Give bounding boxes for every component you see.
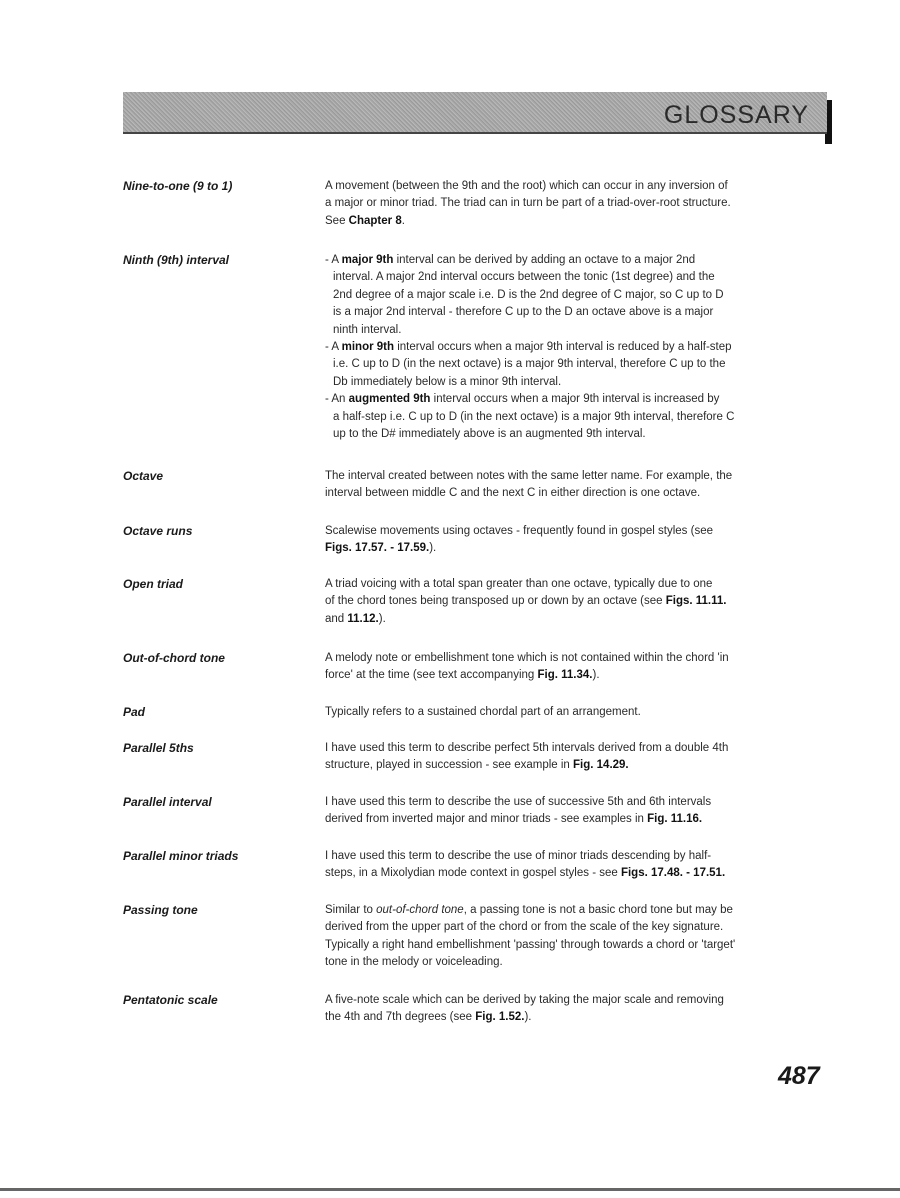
bold-reference: Figs. 17.48. - 17.51.	[620, 867, 726, 880]
bold-reference: Fig. 11.16.	[647, 813, 703, 826]
definition-text: structure, played in succession - see example in	[325, 759, 574, 772]
definition-text: the 4th and 7th degrees (see	[325, 1011, 476, 1024]
definition-line	[325, 576, 820, 593]
definition-text: I have used this term to describe perfect 5th intervals derived from a double 4th	[325, 742, 729, 754]
italic-term: out-of-chord tone	[376, 904, 464, 916]
definition-text: steps, in a Mixolydian mode context in gospel styles - see	[325, 867, 621, 880]
bold-reference: 11.12.	[347, 612, 379, 625]
glossary-term: Open triad	[123, 577, 184, 591]
definition-text: i.e. C up to D (in the next octave) is a major 9th interval, therefore C up to the	[333, 358, 726, 371]
glossary-definition	[325, 740, 820, 775]
bold-reference: Fig. 1.52.	[475, 1011, 525, 1024]
definition-line	[325, 195, 820, 212]
definition-text: See	[325, 214, 349, 227]
glossary-header-bar	[123, 92, 827, 134]
glossary-term: Ninth (9th) interval	[123, 253, 230, 267]
glossary-definition	[325, 650, 820, 685]
glossary-definition	[325, 848, 820, 883]
definition-text: interval between middle C and the next C in either direction is one octave.	[325, 487, 701, 500]
glossary-term: Parallel 5ths	[123, 741, 194, 755]
definition-text: up to the D# immediately above is an augmented 9th interval.	[333, 428, 646, 441]
page-number: 487	[778, 1062, 820, 1090]
definition-line	[325, 811, 820, 828]
definition-line	[325, 937, 820, 954]
glossary-term: Parallel minor triads	[123, 849, 239, 863]
glossary-definition	[325, 576, 820, 628]
definition-line	[325, 322, 820, 339]
definition-line	[325, 954, 820, 971]
glossary-term: Passing tone	[123, 903, 198, 917]
definition-line	[325, 540, 820, 557]
definition-line	[325, 409, 820, 426]
definition-text: ).	[378, 612, 386, 625]
definition-text: ).	[592, 669, 600, 682]
page-title: GLOSSARY	[663, 101, 809, 129]
glossary-definition	[325, 252, 820, 443]
definition-line	[325, 1009, 820, 1026]
bold-reference: Figs. 11.11.	[665, 595, 727, 608]
definition-line	[325, 252, 820, 269]
footer-rule	[0, 1188, 900, 1191]
definition-line	[325, 667, 820, 684]
definition-line	[325, 523, 820, 540]
definition-text: A movement (between the 9th and the root) which can occur in any inversion of	[325, 180, 728, 192]
definition-text: tone in the melody or voiceleading.	[325, 956, 503, 969]
glossary-term: Out-of-chord tone	[123, 651, 225, 665]
definition-text: interval. A major 2nd interval occurs between the tonic (1st degree) and the	[333, 271, 715, 284]
definition-text: a half-step i.e. C up to D (in the next octave) is a major 9th interval, therefore C	[333, 410, 735, 423]
bold-reference: major 9th	[341, 254, 394, 266]
definition-line	[325, 593, 820, 610]
definition-line	[325, 865, 820, 882]
bold-reference: minor 9th	[341, 341, 395, 354]
definition-text: - A	[325, 341, 342, 354]
definition-line	[325, 848, 820, 865]
definition-line	[325, 902, 820, 919]
definition-line	[325, 391, 820, 408]
definition-line	[325, 650, 820, 667]
definition-line	[325, 304, 820, 321]
definition-text: ).	[524, 1011, 532, 1024]
definition-text: I have used this term to describe the use of successive 5th and 6th intervals	[325, 796, 712, 808]
definition-text: interval can be derived by adding an octave to a major 2nd	[393, 254, 696, 266]
definition-line	[325, 269, 820, 286]
glossary-definition	[325, 902, 820, 972]
definition-text: force' at the time (see text accompanying	[325, 669, 538, 682]
definition-text: - A	[325, 254, 342, 266]
definition-line	[325, 426, 820, 443]
glossary-definition	[325, 704, 820, 721]
definition-line	[325, 919, 820, 936]
definition-text: - An	[325, 393, 349, 406]
glossary-term: Pentatonic scale	[123, 993, 218, 1007]
glossary-definition	[325, 992, 820, 1027]
glossary-term: Parallel interval	[123, 795, 212, 809]
definition-text: .	[401, 214, 405, 227]
definition-line	[325, 213, 820, 230]
definition-text: A melody note or embellishment tone which is not contained within the chord 'in	[325, 652, 729, 664]
definition-text: and	[325, 612, 348, 625]
glossary-definition	[325, 178, 820, 230]
definition-text: Scalewise movements using octaves - frequently found in gospel styles (see	[325, 525, 714, 537]
definition-text: ).	[429, 542, 437, 555]
definition-line	[325, 287, 820, 304]
definition-line	[325, 356, 820, 373]
bold-reference: augmented 9th	[348, 393, 431, 406]
definition-line	[325, 178, 820, 195]
definition-line	[325, 374, 820, 391]
definition-text: , a passing tone is not a basic chord tone but may be	[463, 904, 733, 916]
definition-line	[325, 611, 820, 628]
definition-text: is a major 2nd interval - therefore C up to the D an octave above is a major	[333, 306, 714, 319]
definition-text: interval occurs when a major 9th interval is increased by	[430, 393, 720, 406]
definition-text: Db immediately below is a minor 9th interval.	[333, 375, 562, 388]
bold-reference: Fig. 14.29.	[573, 759, 629, 772]
definition-text: Similar to	[325, 904, 377, 916]
definition-line	[325, 757, 820, 774]
definition-text: 2nd degree of a major scale i.e. D is the 2nd degree of C major, so C up to D	[333, 288, 724, 301]
glossary-term: Octave runs	[123, 524, 193, 538]
definition-text: derived from inverted major and minor triads - see examples in	[325, 813, 648, 826]
definition-text: I have used this term to describe the use of minor triads descending by half-	[325, 850, 712, 862]
definition-text: A triad voicing with a total span greater than one octave, typically due to one	[325, 578, 713, 590]
glossary-term: Pad	[123, 705, 146, 719]
definition-text: ninth interval.	[333, 323, 402, 336]
definition-text: of the chord tones being transposed up or down by an octave (see	[325, 595, 666, 608]
definition-line	[325, 704, 820, 721]
glossary-definition	[325, 468, 820, 503]
definition-text: Typically a right hand embellishment 'passing' through towards a chord or 'target'	[325, 938, 736, 951]
glossary-definition	[325, 523, 820, 558]
definition-line	[325, 468, 820, 485]
definition-text: Typically refers to a sustained chordal part of an arrangement.	[325, 706, 641, 718]
glossary-term: Nine-to-one (9 to 1)	[123, 179, 233, 193]
glossary-definition	[325, 794, 820, 829]
definition-line	[325, 339, 820, 356]
definition-text: derived from the upper part of the chord or from the scale of the key signature.	[325, 921, 724, 934]
bold-reference: Fig. 11.34.	[537, 669, 593, 682]
definition-text: A five-note scale which can be derived by taking the major scale and removing	[325, 994, 724, 1006]
definition-line	[325, 992, 820, 1009]
definition-text: The interval created between notes with the same letter name. For example, the	[325, 470, 733, 482]
definition-text: a major or minor triad. The triad can in turn be part of a triad-over-root structure.	[325, 197, 731, 210]
definition-text: interval occurs when a major 9th interval is reduced by a half-step	[394, 341, 732, 354]
definition-line	[325, 740, 820, 757]
definition-line	[325, 485, 820, 502]
bold-reference: Figs. 17.57. - 17.59.	[325, 542, 430, 555]
definition-line	[325, 794, 820, 811]
bold-reference: Chapter 8	[348, 214, 402, 227]
glossary-term: Octave	[123, 469, 164, 483]
